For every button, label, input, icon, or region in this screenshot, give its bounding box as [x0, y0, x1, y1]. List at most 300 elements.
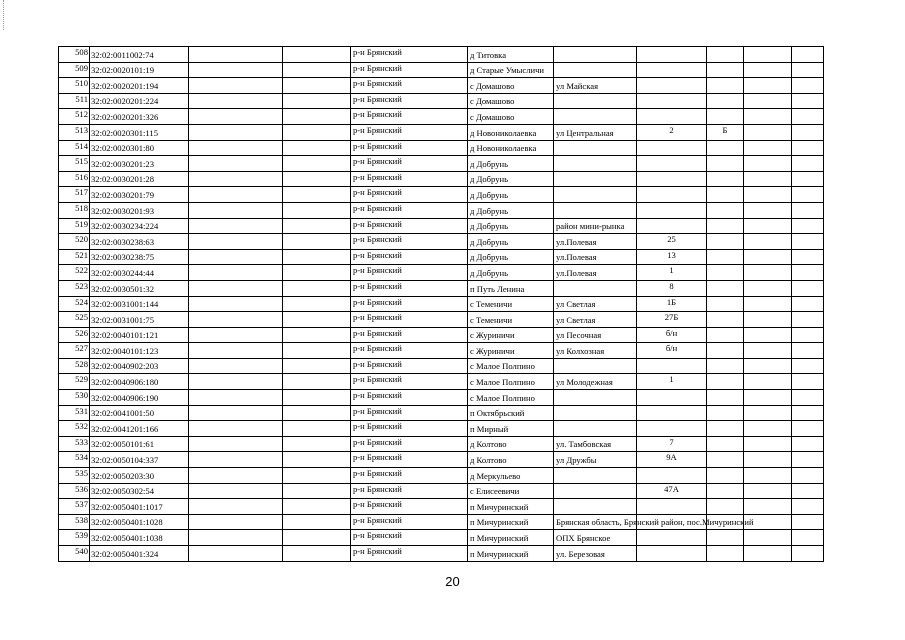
district-cell: р-н Брянский — [351, 202, 468, 218]
empty-cell — [744, 124, 792, 140]
row-number-cell: 539 — [59, 530, 90, 546]
locality-cell: д Добрунь — [468, 234, 554, 250]
empty-cell — [283, 374, 351, 390]
street-cell — [554, 468, 637, 484]
empty-cell — [744, 452, 792, 468]
street-cell — [554, 546, 637, 562]
house-number-cell: 1 — [637, 374, 707, 390]
empty-cell — [283, 156, 351, 172]
locality-cell: п Мичуринский — [468, 499, 554, 515]
empty-cell — [744, 358, 792, 374]
cadastral-number-cell: 32:02:0041201:166 — [90, 421, 189, 437]
table-row — [59, 452, 824, 468]
table-row — [59, 327, 824, 343]
row-number-cell: 526 — [59, 327, 90, 343]
empty-cell — [792, 62, 824, 78]
building-cell — [707, 93, 744, 109]
empty-cell — [744, 296, 792, 312]
building-cell — [707, 343, 744, 359]
district-cell: р-н Брянский — [351, 327, 468, 343]
district-cell: р-н Брянский — [351, 312, 468, 328]
locality-cell: д Добрунь — [468, 187, 554, 203]
empty-cell — [189, 405, 283, 421]
empty-cell — [189, 452, 283, 468]
table-body — [59, 47, 824, 562]
empty-cell — [189, 280, 283, 296]
house-number-cell — [637, 218, 707, 234]
table-row — [59, 390, 824, 406]
empty-cell — [189, 436, 283, 452]
empty-cell — [744, 436, 792, 452]
house-number-cell: 2 — [637, 124, 707, 140]
empty-cell — [283, 483, 351, 499]
district-cell: р-н Брянский — [351, 468, 468, 484]
district-cell: р-н Брянский — [351, 390, 468, 406]
street-cell — [554, 202, 637, 218]
empty-cell — [189, 249, 283, 265]
locality-cell: с Домашово — [468, 109, 554, 125]
empty-cell — [744, 421, 792, 437]
empty-cell — [792, 187, 824, 203]
table-row — [59, 483, 824, 499]
street-text: ул Майская — [556, 80, 599, 91]
building-cell — [707, 546, 744, 562]
row-number-cell: 533 — [59, 436, 90, 452]
district-cell: р-н Брянский — [351, 499, 468, 515]
cadastral-number-cell: 32:02:0030244:44 — [90, 265, 189, 281]
cadastral-number-cell: 32:02:0030501:32 — [90, 280, 189, 296]
row-number-cell: 513 — [59, 124, 90, 140]
row-number-cell: 531 — [59, 405, 90, 421]
empty-cell — [744, 234, 792, 250]
empty-cell — [792, 124, 824, 140]
empty-cell — [744, 499, 792, 515]
district-cell: р-н Брянский — [351, 374, 468, 390]
row-number-cell: 508 — [59, 47, 90, 63]
empty-cell — [792, 421, 824, 437]
building-cell — [707, 78, 744, 94]
locality-cell: с Малое Полпино — [468, 374, 554, 390]
empty-cell — [189, 187, 283, 203]
table-row — [59, 124, 824, 140]
empty-cell — [744, 47, 792, 63]
table-row — [59, 202, 824, 218]
empty-cell — [283, 187, 351, 203]
building-cell — [707, 234, 744, 250]
table-row — [59, 468, 824, 484]
house-number-cell: 47А — [637, 483, 707, 499]
building-cell — [707, 187, 744, 203]
house-number-cell — [637, 499, 707, 515]
row-number-cell: 535 — [59, 468, 90, 484]
locality-cell: с Журиничи — [468, 327, 554, 343]
empty-cell — [189, 171, 283, 187]
street-text: ул.Полевая — [556, 252, 597, 263]
table-row — [59, 499, 824, 515]
empty-cell — [744, 171, 792, 187]
locality-cell: п Мичуринский — [468, 514, 554, 530]
row-number-cell: 509 — [59, 62, 90, 78]
house-number-cell: 8 — [637, 280, 707, 296]
empty-cell — [792, 483, 824, 499]
land-plot-table — [58, 46, 824, 562]
empty-cell — [283, 312, 351, 328]
empty-cell — [744, 546, 792, 562]
house-number-cell — [637, 546, 707, 562]
empty-cell — [189, 202, 283, 218]
table-row — [59, 187, 824, 203]
empty-cell — [189, 390, 283, 406]
cadastral-number-cell: 32:02:0050101:61 — [90, 436, 189, 452]
street-cell — [554, 234, 637, 250]
empty-cell — [792, 218, 824, 234]
district-cell: р-н Брянский — [351, 249, 468, 265]
district-cell: р-н Брянский — [351, 47, 468, 63]
row-number-cell: 519 — [59, 218, 90, 234]
district-cell: р-н Брянский — [351, 296, 468, 312]
cadastral-number-cell: 32:02:0040902:203 — [90, 358, 189, 374]
empty-cell — [744, 468, 792, 484]
empty-cell — [283, 421, 351, 437]
empty-cell — [792, 249, 824, 265]
street-cell — [554, 47, 637, 63]
locality-cell: п Мирный — [468, 421, 554, 437]
house-number-cell — [637, 47, 707, 63]
building-cell — [707, 327, 744, 343]
empty-cell — [792, 499, 824, 515]
building-cell — [707, 202, 744, 218]
cadastral-number-cell: 32:02:0050203:30 — [90, 468, 189, 484]
district-cell: р-н Брянский — [351, 218, 468, 234]
street-cell — [554, 187, 637, 203]
empty-cell — [792, 405, 824, 421]
empty-cell — [744, 265, 792, 281]
district-cell: р-н Брянский — [351, 421, 468, 437]
row-number-cell: 528 — [59, 358, 90, 374]
street-cell — [554, 78, 637, 94]
empty-cell — [283, 124, 351, 140]
empty-cell — [744, 390, 792, 406]
empty-cell — [792, 452, 824, 468]
house-number-cell: 1Б — [637, 296, 707, 312]
cadastral-number-cell: 32:02:0030201:28 — [90, 171, 189, 187]
house-number-cell — [637, 421, 707, 437]
locality-cell: с Домашово — [468, 78, 554, 94]
locality-cell: п Октябрьский — [468, 405, 554, 421]
empty-cell — [283, 234, 351, 250]
cadastral-number-cell: 32:02:0041001:50 — [90, 405, 189, 421]
house-number-cell — [637, 358, 707, 374]
street-cell — [554, 452, 637, 468]
street-cell — [554, 280, 637, 296]
house-number-cell — [637, 171, 707, 187]
empty-cell — [189, 93, 283, 109]
empty-cell — [744, 405, 792, 421]
empty-cell — [189, 327, 283, 343]
row-number-cell: 540 — [59, 546, 90, 562]
street-cell — [554, 436, 637, 452]
table-row — [59, 234, 824, 250]
street-text: ул Светлая — [556, 299, 596, 310]
empty-cell — [283, 499, 351, 515]
empty-cell — [189, 546, 283, 562]
district-cell: р-н Брянский — [351, 452, 468, 468]
street-cell — [554, 124, 637, 140]
empty-cell — [792, 327, 824, 343]
empty-cell — [283, 265, 351, 281]
table-row — [59, 156, 824, 172]
empty-cell — [283, 468, 351, 484]
house-number-cell: 13 — [637, 249, 707, 265]
locality-cell: с Малое Полпино — [468, 358, 554, 374]
district-cell: р-н Брянский — [351, 343, 468, 359]
row-number-cell: 518 — [59, 202, 90, 218]
building-cell — [707, 483, 744, 499]
empty-cell — [744, 343, 792, 359]
street-text: ул Молодежная — [556, 377, 613, 388]
locality-cell: с Домашово — [468, 93, 554, 109]
building-cell — [707, 109, 744, 125]
table-row — [59, 343, 824, 359]
district-cell: р-н Брянский — [351, 280, 468, 296]
empty-cell — [189, 514, 283, 530]
empty-cell — [792, 156, 824, 172]
street-cell — [554, 156, 637, 172]
street-text: ул Светлая — [556, 314, 596, 325]
cadastral-number-cell: 32:02:0050401:1028 — [90, 514, 189, 530]
row-number-cell: 520 — [59, 234, 90, 250]
district-cell: р-н Брянский — [351, 405, 468, 421]
empty-cell — [283, 202, 351, 218]
row-number-cell: 516 — [59, 171, 90, 187]
street-cell — [554, 374, 637, 390]
cadastral-number-cell: 32:02:0020201:194 — [90, 78, 189, 94]
building-cell — [707, 312, 744, 328]
building-cell — [707, 358, 744, 374]
empty-cell — [744, 187, 792, 203]
page-number: 20 — [445, 574, 460, 589]
empty-cell — [792, 312, 824, 328]
empty-cell — [189, 78, 283, 94]
empty-cell — [744, 327, 792, 343]
locality-cell: д Старые Умысличи — [468, 62, 554, 78]
building-cell — [707, 47, 744, 63]
street-text: Брянская область, Брянский район, пос.Мичуринский — [556, 517, 754, 528]
district-cell: р-н Брянский — [351, 358, 468, 374]
cadastral-number-cell: 32:02:0050302:54 — [90, 483, 189, 499]
row-number-cell: 511 — [59, 93, 90, 109]
table-row — [59, 62, 824, 78]
street-cell — [554, 171, 637, 187]
empty-cell — [283, 296, 351, 312]
empty-cell — [792, 296, 824, 312]
table-row — [59, 436, 824, 452]
cadastral-number-cell: 32:02:0020201:326 — [90, 109, 189, 125]
house-number-cell — [637, 468, 707, 484]
building-cell — [707, 171, 744, 187]
street-cell — [554, 343, 637, 359]
empty-cell — [744, 483, 792, 499]
building-cell — [707, 374, 744, 390]
building-cell — [707, 468, 744, 484]
district-cell: р-н Брянский — [351, 265, 468, 281]
cadastral-number-cell: 32:02:0050401:1017 — [90, 499, 189, 515]
empty-cell — [283, 78, 351, 94]
table-row — [59, 530, 824, 546]
table-row — [59, 312, 824, 328]
table-row — [59, 374, 824, 390]
street-cell — [554, 93, 637, 109]
empty-cell — [189, 62, 283, 78]
locality-cell: п Путь Ленина — [468, 280, 554, 296]
cadastral-number-cell: 32:02:0031001:75 — [90, 312, 189, 328]
empty-cell — [283, 390, 351, 406]
locality-cell: д Новониколаевка — [468, 140, 554, 156]
building-cell — [707, 265, 744, 281]
row-number-cell: 527 — [59, 343, 90, 359]
locality-cell: д Добрунь — [468, 249, 554, 265]
row-number-cell: 523 — [59, 280, 90, 296]
district-cell: р-н Брянский — [351, 171, 468, 187]
street-cell — [554, 390, 637, 406]
empty-cell — [792, 436, 824, 452]
empty-cell — [744, 78, 792, 94]
house-number-cell — [637, 202, 707, 218]
house-number-cell — [637, 62, 707, 78]
row-number-cell: 524 — [59, 296, 90, 312]
district-cell: р-н Брянский — [351, 187, 468, 203]
street-cell — [554, 140, 637, 156]
empty-cell — [744, 312, 792, 328]
empty-cell — [283, 436, 351, 452]
locality-cell: д Колтово — [468, 452, 554, 468]
empty-cell — [792, 468, 824, 484]
district-cell: р-н Брянский — [351, 234, 468, 250]
locality-cell: д Добрунь — [468, 171, 554, 187]
empty-cell — [792, 78, 824, 94]
table-row — [59, 47, 824, 63]
empty-cell — [189, 234, 283, 250]
building-cell — [707, 530, 744, 546]
cadastral-number-cell: 32:02:0030238:75 — [90, 249, 189, 265]
locality-cell: с Елисеевичи — [468, 483, 554, 499]
empty-cell — [189, 47, 283, 63]
empty-cell — [283, 358, 351, 374]
table-row — [59, 249, 824, 265]
building-cell — [707, 296, 744, 312]
street-text: ул Центральная — [556, 127, 614, 138]
empty-cell — [792, 202, 824, 218]
locality-cell: д Добрунь — [468, 218, 554, 234]
row-number-cell: 517 — [59, 187, 90, 203]
street-cell — [554, 296, 637, 312]
house-number-cell — [637, 156, 707, 172]
building-cell — [707, 452, 744, 468]
house-number-cell: 9А — [637, 452, 707, 468]
district-cell: р-н Брянский — [351, 109, 468, 125]
row-number-cell: 514 — [59, 140, 90, 156]
row-number-cell: 530 — [59, 390, 90, 406]
street-text: ул. Березовая — [556, 548, 605, 559]
empty-cell — [283, 62, 351, 78]
cadastral-number-cell: 32:02:0050401:1038 — [90, 530, 189, 546]
empty-cell — [283, 218, 351, 234]
empty-cell — [744, 280, 792, 296]
locality-cell: п Мичуринский — [468, 546, 554, 562]
house-number-cell: б/н — [637, 327, 707, 343]
empty-cell — [189, 421, 283, 437]
empty-cell — [189, 530, 283, 546]
table-row — [59, 171, 824, 187]
empty-cell — [792, 93, 824, 109]
empty-cell — [792, 140, 824, 156]
empty-cell — [283, 343, 351, 359]
empty-cell — [283, 140, 351, 156]
empty-cell — [792, 514, 824, 530]
street-cell — [554, 514, 754, 530]
cadastral-number-cell: 32:02:0020201:224 — [90, 93, 189, 109]
house-number-cell — [637, 530, 707, 546]
district-cell: р-н Брянский — [351, 78, 468, 94]
empty-cell — [744, 156, 792, 172]
district-cell: р-н Брянский — [351, 93, 468, 109]
empty-cell — [792, 390, 824, 406]
locality-cell: д Колтово — [468, 436, 554, 452]
table-row — [59, 421, 824, 437]
row-number-cell: 529 — [59, 374, 90, 390]
cadastral-number-cell: 32:02:0030201:23 — [90, 156, 189, 172]
street-text: ул.Полевая — [556, 267, 597, 278]
building-cell — [707, 156, 744, 172]
empty-cell — [283, 171, 351, 187]
district-cell: р-н Брянский — [351, 530, 468, 546]
building-cell — [707, 436, 744, 452]
empty-cell — [283, 249, 351, 265]
row-number-cell: 522 — [59, 265, 90, 281]
empty-cell — [189, 140, 283, 156]
street-cell — [554, 327, 637, 343]
street-cell — [554, 249, 637, 265]
table-row — [59, 265, 824, 281]
street-cell — [554, 358, 637, 374]
street-cell — [554, 483, 637, 499]
empty-cell — [283, 405, 351, 421]
empty-cell — [189, 343, 283, 359]
empty-cell — [744, 93, 792, 109]
house-number-cell — [637, 390, 707, 406]
table-row — [59, 296, 824, 312]
street-text: район мини-рынка — [556, 221, 625, 232]
house-number-cell: 25 — [637, 234, 707, 250]
district-cell: р-н Брянский — [351, 436, 468, 452]
district-cell: р-н Брянский — [351, 62, 468, 78]
empty-cell — [189, 374, 283, 390]
empty-cell — [744, 202, 792, 218]
cadastral-number-cell: 32:02:0030201:79 — [90, 187, 189, 203]
table-row — [59, 280, 824, 296]
table-row — [59, 514, 824, 530]
street-cell — [554, 218, 637, 234]
cadastral-number-cell: 32:02:0011002:74 — [90, 47, 189, 63]
row-number-cell: 525 — [59, 312, 90, 328]
row-number-cell: 538 — [59, 514, 90, 530]
street-cell — [554, 109, 637, 125]
house-number-cell — [637, 109, 707, 125]
district-cell: р-н Брянский — [351, 124, 468, 140]
row-number-cell: 537 — [59, 499, 90, 515]
empty-cell — [744, 530, 792, 546]
locality-cell: с Журиничи — [468, 343, 554, 359]
